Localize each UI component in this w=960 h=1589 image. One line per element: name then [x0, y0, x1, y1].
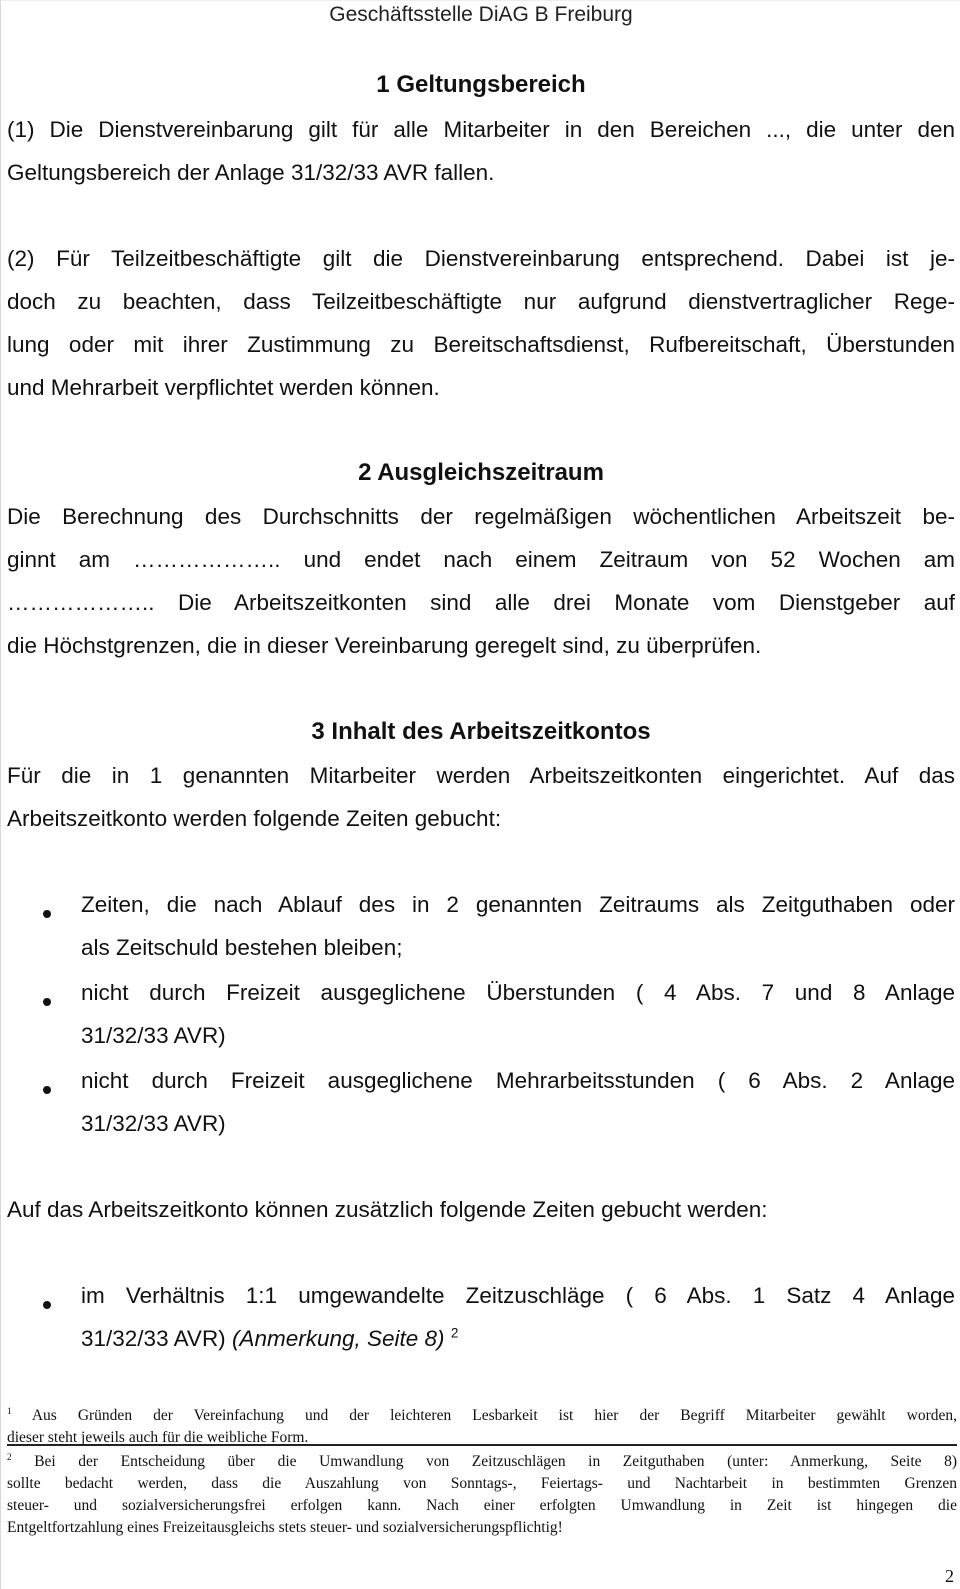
footnote-number: 1: [7, 1406, 12, 1417]
bullet-marker: [43, 998, 51, 1006]
footnote-line: sollte bedacht werden, dass die Auszahlung von Sonntags-, Feiertags- und Nachtarbeit in bestimmten Grenzen: [7, 1475, 957, 1492]
list-item-line-group: [81, 1326, 458, 1352]
footnote-text: Aus Gründen der Vereinfachung und der leichteren Lesbarkeit ist hier der Begriff Mitarbeiter gewählt worden,: [31, 1407, 957, 1424]
section-3-heading: 3 Inhalt des Arbeitszeitkontos: [311, 718, 651, 745]
list-item-line: im Verhältnis 1:1 umgewandelte Zeitzuschläge ( 6 Abs. 1 Satz 4 Anlage: [81, 1283, 955, 1308]
section-2-heading: 2 Ausgleichszeitraum: [358, 459, 604, 486]
footnote-line: steuer- und sozialversicherungsfrei erfolgen kann. Nach einer erfolgten Umwandlung in Zeit ist hingegen die: [7, 1497, 957, 1514]
section-1-heading: 1 Geltungsbereich: [376, 71, 586, 98]
list-item-line: nicht durch Freizeit ausgeglichene Mehrarbeitsstunden ( 6 Abs. 2 Anlage: [81, 1068, 955, 1093]
list-item-line: Zeiten, die nach Ablauf des in 2 genannten Zeitraums als Zeitguthaben oder: [81, 892, 955, 917]
page-header: Geschäftsstelle DiAG B Freiburg: [329, 3, 633, 26]
body-line: die Höchstgrenzen, die in dieser Vereinbarung geregelt sind, zu überprüfen.: [7, 633, 762, 658]
bullet-marker: [43, 1301, 51, 1309]
footnote-text: Bei der Entscheidung über die Umwandlung von Zeitzuschlägen in Zeitguthaben (unter: Anmerkung, Seite 8): [34, 1453, 957, 1470]
body-line: Die Berechnung des Durchschnitts der regelmäßigen wöchentlichen Arbeitszeit be-: [7, 504, 955, 529]
body-line: Für die in 1 genannten Mitarbeiter werden Arbeitszeitkonten eingerichtet. Auf das: [7, 763, 955, 788]
body-line: und Mehrarbeit verpflichtet werden können.: [7, 375, 440, 400]
body-line: (1) Die Dienstvereinbarung gilt für alle Mitarbeiter in den Bereichen ..., die unter den: [7, 117, 955, 142]
body-line: Auf das Arbeitszeitkonto können zusätzlich folgende Zeiten gebucht werden:: [7, 1197, 768, 1222]
body-line: lung oder mit ihrer Zustimmung zu Bereitschaftsdienst, Rufbereitschaft, Überstunden: [7, 332, 955, 357]
list-item-line: nicht durch Freizeit ausgeglichene Überstunden ( 4 Abs. 7 und 8 Anlage: [81, 980, 955, 1005]
bullet-marker: [43, 910, 51, 918]
list-item-line: 31/32/33 AVR): [81, 1111, 226, 1136]
body-line: Geltungsbereich der Anlage 31/32/33 AVR fallen.: [7, 160, 495, 185]
bullet-marker: [43, 1086, 51, 1094]
body-line: ……………….. Die Arbeitszeitkonten sind alle drei Monate vom Dienstgeber auf: [7, 590, 955, 615]
body-line: (2) Für Teilzeitbeschäftigte gilt die Dienstvereinbarung entsprechend. Dabei ist je-: [7, 246, 955, 271]
list-item-line: 31/32/33 AVR): [81, 1023, 226, 1048]
footnote-2: [7, 1451, 957, 1539]
list-item-line: als Zeitschuld bestehen bleiben;: [81, 935, 403, 960]
footnote-line: [7, 1405, 957, 1427]
footnote-line: Entgeltfortzahlung eines Freizeitausgleichs stets steuer- und sozialversicherungspflichtig!: [7, 1519, 563, 1536]
body-line: Arbeitszeitkonto werden folgende Zeiten gebucht:: [7, 806, 502, 831]
list-item-text: 31/32/33 AVR): [81, 1326, 226, 1351]
body-line: doch zu beachten, dass Teilzeitbeschäftigte nur aufgrund dienstvertraglicher Rege-: [7, 289, 955, 314]
footnote-1: [7, 1405, 957, 1449]
page-number: 2: [945, 1566, 954, 1586]
footnote-marker: 2: [450, 1325, 459, 1341]
footnote-number: 2: [7, 1452, 12, 1463]
body-line: ginnt am ……………….. und endet nach einem Zeitraum von 52 Wochen am: [7, 547, 955, 572]
footnote-line: [7, 1451, 957, 1473]
annotation-reference: (Anmerkung, Seite 8): [225, 1326, 445, 1351]
footnote-line: dieser steht jeweils auch für die weibliche Form.: [7, 1429, 309, 1446]
